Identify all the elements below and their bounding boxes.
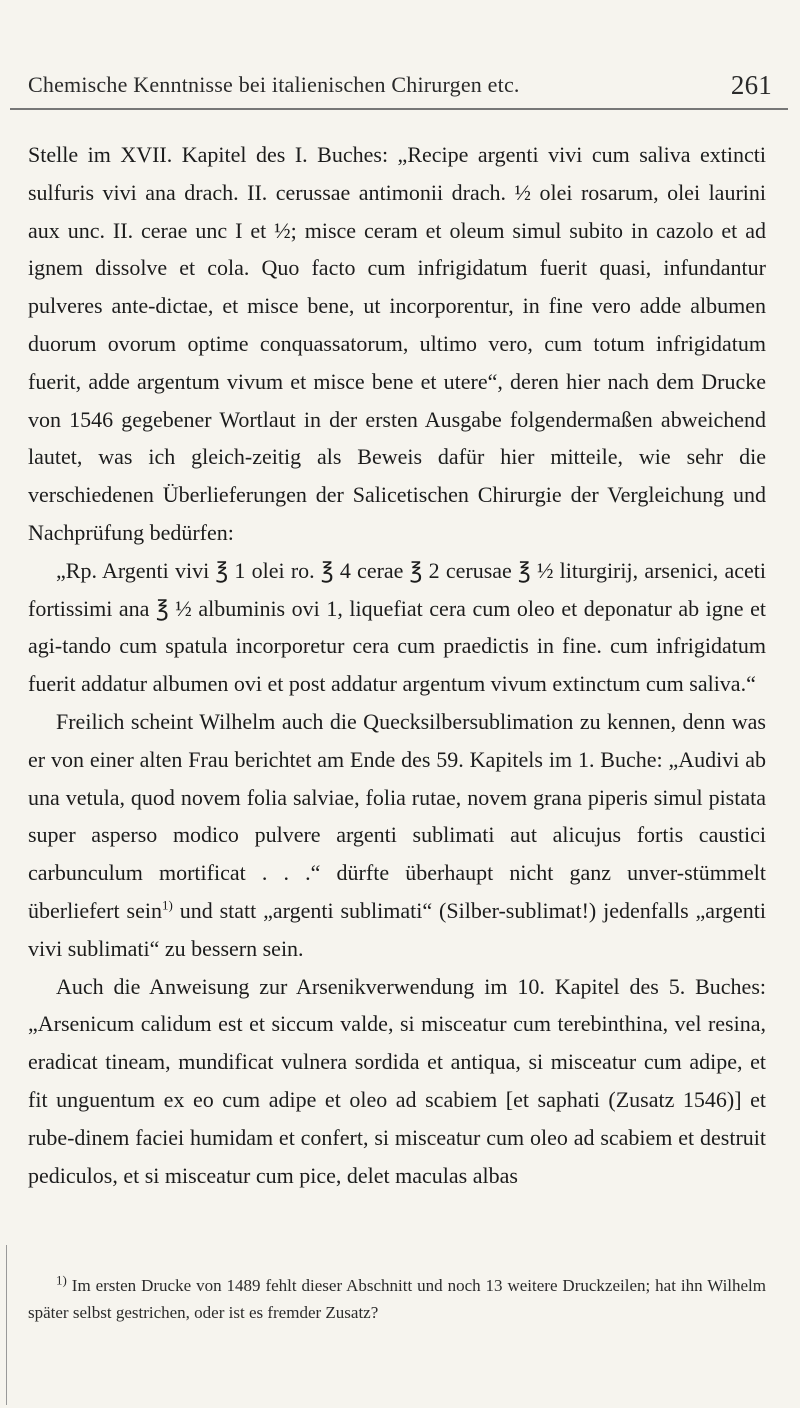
quoted-recipe: „Rp. Argenti vivi ℥ 1 olei ro. ℥ 4 cerae ℥ 2 cerusae ℥ ½ liturgirij, arsenici, aceti fortissimi ana ℥ ½ albuminis ovi 1, liquefiat cera cum oleo et deponatur ab igne et agi-tando cum spatula incorporetur cera cum praedictis in fine. cum infrigidatum fuerit addatur albumen ovi et post addatur argentum vivum extinctum cum saliva.“ (28, 557, 766, 697)
main-text (28, 136, 766, 1194)
paragraph-3 (28, 703, 766, 968)
footnote-reference: 1) (161, 897, 173, 913)
paragraph-1: Stelle im XVII. Kapitel des I. Buches: „Recipe argenti vivi cum saliva extincti sulfuris vivi ana drach. II. cerussae antimonii drach. ½ olei rosarum, olei laurini aux unc. II. cerae unc I et ½; misce ceram et oleum simul subito in cazolo et ad ignem dissolve et cola. Quo facto cum infrigidatum fuerit quasi, infundantur pulveres ante-dictae, et misce bene, ut incorporentur, in fine vero adde albumen duorum ovorum optime conquassatorum, ultimo vero, cum totum infrigidatum fuerit, adde argentum vivum et misce bene et utere“, deren hier nach dem Drucke von 1546 gegebener Wortlaut in der ersten Ausgabe folgendermaßen abweichend lautet, was ich gleich-zeitig als Beweis dafür hier mitteile, wie sehr die verschiedenen Überlieferungen der Salicetischen Chirurgie der Vergleichung und Nachprüfung bedürfen: (28, 142, 766, 545)
running-title: Chemische Kenntnisse bei italienischen Chirurgen etc. (28, 72, 520, 97)
footnote (28, 1272, 766, 1326)
running-head (28, 72, 772, 98)
footnote-paragraph (28, 1272, 766, 1326)
header-rule (10, 108, 788, 110)
footnote-text: Im ersten Drucke von 1489 fehlt dieser Abschnitt und noch 13 weitere Druckzeilen; hat ihn Wilhelm später selbst gestrichen, oder ist es fremder Zusatz? (28, 1276, 767, 1322)
paragraph-3-continuation: und statt „argenti sublimati“ (Silber-sublimat!) jedenfalls „argenti vivi sublimati“ zu bessern sein. (28, 897, 766, 961)
footnote-marker: 1) (56, 1272, 67, 1288)
scan-margin-line (6, 1245, 7, 1405)
page-number: 261 (730, 70, 772, 100)
paragraph-3-text: Freilich scheint Wilhelm auch die Quecksilbersublimation zu kennen, denn was er von einer alten Frau berichtet am Ende des 59. Kapitels im 1. Buche: „Audivi ab una vetula, quod novem folia salviae, folia rutae, novem grana piperis simul pistata super asperso modico pulvere argenti sublimati aut alicujus fortis caustici carbunculum mortificat . . .“ dürfte überhaupt nicht ganz unver-stümmelt überliefert sein (28, 708, 766, 923)
paragraph-4: Auch die Anweisung zur Arsenikverwendung im 10. Kapitel des 5. Buches: „Arsenicum calidum est et siccum valde, si misceatur cum terebinthina, vel resina, eradicat tineam, mundificat vulnera sordida et antiqua, si misceatur cum adipe, et fit unguentum ex eo cum adipe et oleo ad scabiem [et saphati (Zusatz 1546)] et rube-dinem faciei humidam et confert, si misceatur cum oleo ad scabiem et destruit pediculos, et si misceatur cum pice, delet maculas albas (28, 973, 766, 1188)
